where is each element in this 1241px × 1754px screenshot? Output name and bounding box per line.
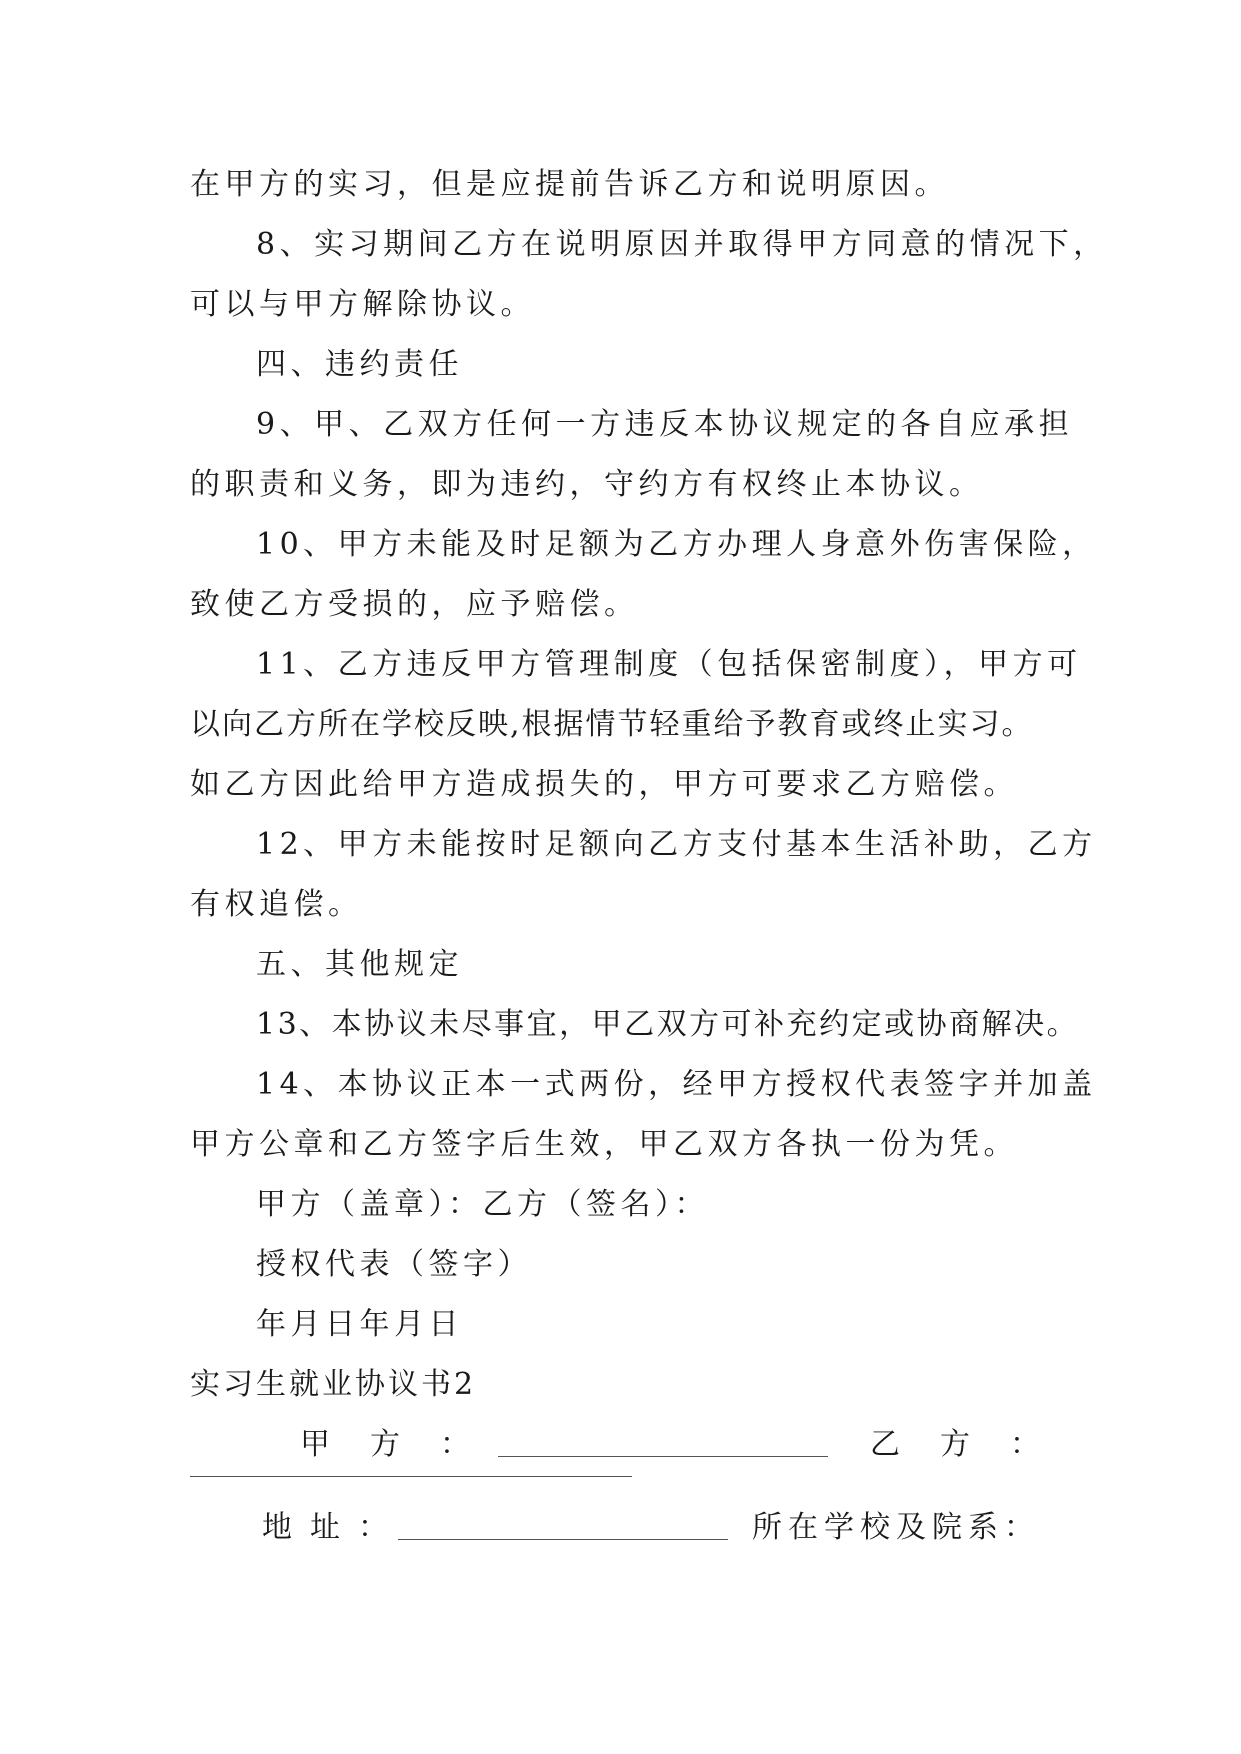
party-a-label: 甲方：	[300, 1427, 510, 1462]
paragraph-line: 致使乙方受损的，应予赔偿。	[190, 587, 639, 622]
paragraph-line: 的职责和义务，即为违约，守约方有权终止本协议。	[190, 467, 984, 502]
party-b-label: 乙方：	[870, 1427, 1080, 1462]
clause-14: 14、本协议正本一式两份，经甲方授权代表签字并加盖	[256, 1067, 1097, 1102]
clause-13: 13、本协议未尽事宜，甲乙双方可补充约定或协商解决。	[256, 1007, 1080, 1042]
paragraph-line: 甲方公章和乙方签字后生效，甲乙双方各执一份为凭。	[190, 1127, 1018, 1162]
paragraph-line: 可以与甲方解除协议。	[190, 287, 535, 322]
clause-10: 10、甲方未能及时足额为乙方办理人身意外伤害保险，	[256, 527, 1097, 562]
clause-8: 8、实习期间乙方在说明原因并取得甲方同意的情况下，	[256, 227, 1108, 262]
section-heading-other: 五、其他规定	[256, 947, 463, 982]
paragraph-line: 以向乙方所在学校反映,根据情节轻重给予教育或终止实习。	[190, 707, 1034, 742]
party-a-blank[interactable]	[498, 1455, 828, 1457]
signature-representative: 授权代表（签字）	[256, 1247, 532, 1282]
address-label: 地址：	[262, 1510, 406, 1545]
paragraph-line: 在甲方的实习，但是应提前告诉乙方和说明原因。	[190, 167, 949, 202]
clause-12: 12、甲方未能按时足额向乙方支付基本生活补助，乙方	[256, 827, 1097, 862]
section-heading-breach: 四、违约责任	[256, 347, 463, 382]
paragraph-line: 有权追偿。	[190, 887, 363, 922]
school-label: 所在学校及院系：	[752, 1510, 1040, 1545]
second-agreement-title: 实习生就业协议书2	[190, 1367, 477, 1402]
clause-11: 11、乙方违反甲方管理制度（包括保密制度），甲方可	[256, 647, 1082, 682]
address-blank[interactable]	[398, 1538, 728, 1540]
clause-9: 9、甲、乙双方任何一方违反本协议规定的各自应承担	[256, 407, 1074, 442]
paragraph-line: 如乙方因此给甲方造成损失的，甲方可要求乙方赔偿。	[190, 767, 1018, 802]
party-b-blank[interactable]	[190, 1475, 632, 1477]
signature-parties: 甲方（盖章）：乙方（签名）：	[256, 1187, 709, 1222]
signature-dates: 年月日年月日	[256, 1307, 463, 1342]
